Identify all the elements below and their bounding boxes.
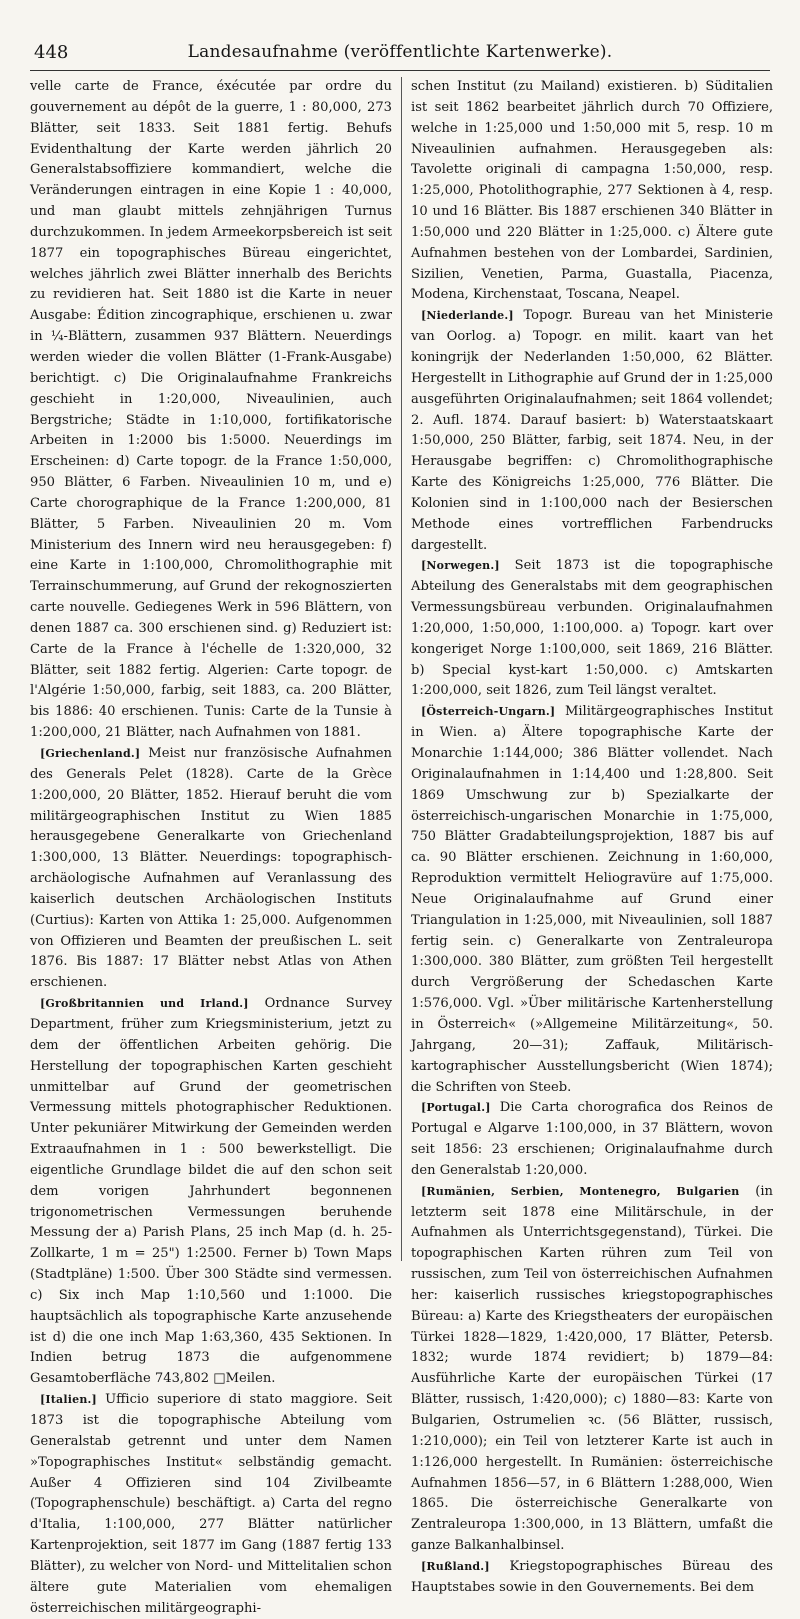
paragraph-text: schen Institut (zu Mailand) existieren. b) Süditalien ist seit 1862 bearbeitet jährlich durch 70 Offiziere, welche in 1:25,000 und 1:50,000 mit 5, resp. 10 m Niveaulinien aufnahmen. Herausgegeben als: Tavolette originali di campagna 1:50,000, resp. 1:25,000, Photolithographie, 277 Sektionen à 4, resp. 10 und 16 Blätter. Bis 1887 erschienen 340 Blätter in 1:50,000 und 220 Blätter in 1:25,000. c) Ältere gute Aufnahmen bestehen von der Lombardei, Sardinien, Sizilien, Venetien, Parma, Guastalla, Piacenza, Modena, Kirchenstaat, Toscana, Neapel. — [411, 79, 773, 303]
paragraph — [411, 1098, 773, 1181]
running-title: Landesaufnahme (veröffentlichte Kartenwerke). — [187, 42, 613, 62]
page-number: 448 — [34, 42, 69, 63]
column-divider — [401, 77, 402, 1261]
paragraph-text: Kriegstopographisches Büreau des Hauptstabes sowie in den Gouvernements. Bei dem — [411, 1558, 773, 1595]
left-column — [30, 77, 392, 1616]
section-tag: [Großbritannien und Irland.] — [40, 997, 249, 1011]
paragraph-text: Militärgeographisches Institut in Wien. a) Ältere topographische Karte der Monarchie 1:144,000; 386 Blätter vollendet. Nach Originalaufnahmen in 1:14,400 und 1:28,800. Seit 1869 Umschwung zur b) Spezialkarte der österreichisch-ungarischen Monarchie in 1:75,000, 750 Blätter Gradabteilungsprojektion, 1887 bis auf ca. 90 Blätter erschienen. Zeichnung in 1:60,000, Reproduktion vermittelt Heliogravüre auf 1:75,000. Neue Originalaufnahme auf Grund einer Triangulation in 1:25,000, mit Niveaulinien, soll 1887 fertig sein. c) Generalkarte von Zentraleuropa 1:300,000. 380 Blätter, zum größten Teil hergestellt durch Vergrößerung der Schedaschen Karte 1:576,000. Vgl. »Über militärische Kartenherstellung in Österreich« (»Allgemeine Militärzeitung«, 50. Jahrgang, 20—31); Zaffauk, Militärisch-kartographischer Ausstellungsbericht (Wien 1874); die Schriften von Steeb. — [411, 704, 773, 1095]
paragraph — [30, 77, 392, 744]
section-tag: [Niederlande.] — [421, 309, 514, 323]
paragraph-text: Ordnance Survey Department, früher zum Kriegsministerium, jetzt zu dem der öffentlichen Arbeiten gehörig. Die Herstellung der topographischen Karten geschieht unmittelbar auf Grund der geometrischen Vermessung mittels photographischer Reduktionen. Unter pekuniärer Mitwirkung der Gemeinden werden Extraaufnahmen in 1 : 500 bewerkstelligt. Die eigentliche Grundlage bildet die auf den schon seit dem vorigen Jahrhundert begonnenen trigonometrischen Vermessungen beruhende Messung der a) Parish Plans, 25 inch Map (d. h. 25-Zollkarte, 1 m = 25") 1:2500. Ferner b) Town Maps (Stadtpläne) 1:500. Über 300 Städte sind vermessen. c) Six inch Map 1:10,560 und 1:1000. Die hauptsächlich als topographische Karte anzusehende ist d) die one inch Map 1:63,360, 435 Sektionen. In Indien betrug 1873 die aufgenommene Gesamtoberfläche 743,802 □Meilen. — [30, 996, 392, 1387]
section-tag: [Portugal.] — [421, 1101, 491, 1115]
paragraph-text: Seit 1873 ist die topographische Abteilung des Generalstabs mit dem geographischen Vermessungsbüreau verbunden. Originalaufnahmen 1:20,000, 1:50,000, 1:100,000. a) Topogr. kart over kongeriget Norge 1:100,000, seit 1869, 216 Blätter. b) Special kyst-kart 1:50,000. c) Amtskarten 1:200,000, seit 1826, zum Teil längst veraltet. — [411, 558, 773, 699]
paragraph-text: Topogr. Bureau van het Ministerie van Oorlog. a) Topogr. en milit. kaart van het koningrijk der Nederlanden 1:50,000, 62 Blätter. Hergestellt in Lithographie auf Grund der in 1:25,000 ausgeführten Originalaufnahmen; seit 1864 vollendet; 2. Aufl. 1874. Darauf basiert: b) Waterstaatskaart 1:50,000, 250 Blätter, farbig, seit 1874. Neu, in der Herausgabe begriffen: c) Chromolithographische Karte des Königreichs 1:25,000, 776 Blätter. Die Kolonien sind in 1:100,000 nach der Besierschen Methode eines vortrefflichen Farbendrucks dargestellt. — [411, 308, 773, 553]
paragraph — [411, 1557, 773, 1599]
paragraph — [30, 994, 392, 1390]
paragraph — [411, 556, 773, 702]
paragraph — [30, 1390, 392, 1619]
section-tag: [Rumänien, Serbien, Montenegro, Bulgarien — [421, 1184, 740, 1198]
section-tag: [Rußland.] — [421, 1559, 490, 1573]
paragraph — [411, 702, 773, 1098]
section-tag: [Griechenland.] — [40, 747, 141, 760]
section-tag: [Italien.] — [40, 1393, 97, 1407]
paragraph-text: Meist nur französische Aufnahmen des Generals Pelet (1828). Carte de la Grèce 1:200,000, 20 Blätter, 1852. Hierauf beruht die vom militärgeographischen Institut zu Wien 1885 herausgegebene Generalkarte von Griechenland 1:300,000, 13 Blätter. Neuerdings: topographisch-archäologische Aufnahmen auf Veranlassung des kaiserlich deutschen Archäologischen Instituts (Curtius): Karten von Attika 1: 25,000. Aufgenommen von Offizieren und Beamten der preußischen L. seit 1876. Bis 1887: 17 Blätter nebst Atlas von Athen erschienen. — [30, 746, 392, 991]
page-header — [30, 40, 770, 71]
paragraph-text: velle carte de France, éxécutée par ordre du gouvernement au dépôt de la guerre, 1 : 80,000, 273 Blätter, seit 1833. Seit 1881 fertig. Behufs Evidenthaltung der Karte werden jährlich 20 Generalstabsoffiziere kommandiert, welche die Veränderungen eintragen in eine Kopie 1 : 40,000, und man glaubt mittels zehnjährigen Turnus durchzukommen. In jedem Armeekorpsbereich ist seit 1877 ein topographisches Büreau eingerichtet, welches jährlich zwei Blätter innerhalb des Berichts zu revidieren hat. Seit 1880 ist die Karte in neuer Ausgabe: Édition zincographique, erschienen u. zwar in ¼-Blättern, zusammen 937 Blättern. Neuerdings werden wieder die vollen Blätter (1-Frank-Ausgabe) berichtigt. c) Die Originalaufnahme Frankreichs geschieht in 1:20,000, Niveaulinien, auch Bergstriche; Städte in 1:10,000, fortifikatorische Arbeiten in 1:2000 bis 1:5000. Neuerdings im Erscheinen: d) Carte topogr. de la France 1:50,000, 950 Blätter, 6 Farben. Niveaulinien 10 m, und e) Carte chorographique de la France 1:200,000, 81 Blätter, 5 Farben. Niveaulinien 20 m. Vom Ministerium des Innern wird neu herausgegeben: f) eine Karte in 1:100,000, Chromolithographie mit Terrainschummerung, auf Grund der rekognoszierten carte nouvelle. Gediegenes Werk in 596 Blättern, von denen 1887 ca. 300 erschienen sind. g) Reduziert ist: Carte de la France à l'échelle de 1:320,000, 32 Blätter, seit 1882 fertig. Algerien: Carte topogr. de l'Algérie 1:50,000, farbig, seit 1883, ca. 200 Blätter, bis 1886: 40 erschienen. Tunis: Carte de la Tunsie à 1:200,000, 21 Blätter, nach Aufnahmen von 1881. — [30, 79, 392, 741]
paragraph — [411, 1182, 773, 1557]
right-column — [411, 77, 773, 1595]
section-tag: [Norwegen.] — [421, 559, 500, 573]
paragraph-text: (in letzterm seit 1878 eine Militärschule, in der Aufnahmen als Unterrichtsgegenstand), Türkei. Die topographischen Karten rühren zum Teil von russischen, zum Teil von österreichischen Aufnahmen her: kaiserlich russisches kriegstopographisches Büreau: a) Karte des Kriegstheaters der europäischen Türkei 1828—1829, 1:420,000, 17 Blätter, Petersb. 1832; wurde 1874 revidiert; b) 1879—84: Ausführliche Karte der europäischen Türkei (17 Blätter, russisch, 1:420,000); c) 1880—83: Karte von Bulgarien, Ostrumelien ꝛc. (56 Blätter, russisch, 1:210,000); ein Teil von letzterer Karte ist auch in 1:126,000 hergestellt. In Rumänien: österreichische Aufnahmen 1856—57, in 6 Blättern 1:288,000, Wien 1865. Die österreichische Generalkarte von Zentraleuropa 1:300,000, in 13 Blättern, umfaßt die ganze Balkanhalbinsel. — [411, 1183, 773, 1554]
paragraph-text: Die Carta chorografica dos Reinos de Portugal e Algarve 1:100,000, in 37 Blättern, wovon seit 1856: 23 erschienen; Originalaufnahme durch den Generalstab 1:20,000. — [411, 1100, 773, 1178]
section-tag: [Österreich-Ungarn.] — [421, 705, 556, 719]
paragraph — [30, 744, 392, 994]
paragraph-text: Ufficio superiore di stato maggiore. Seit 1873 ist die topographische Abteilung vom Generalstab getrennt und unter dem Namen »Topographisches Institut« selbständig gemacht. Außer 4 Offizieren sind 104 Zivilbeamte (Topographenschule) beschäftigt. a) Carta del regno d'Italia, 1:100,000, 277 Blätter natürlicher Kartenprojektion, seit 1877 im Gang (1887 fertig 133 Blätter), zu welcher von Nord- und Mittelitalien schon ältere gute Materialien vom ehemaligen österreichischen militärgeographi- — [30, 1392, 392, 1616]
paragraph — [411, 77, 773, 306]
paragraph — [411, 306, 773, 556]
